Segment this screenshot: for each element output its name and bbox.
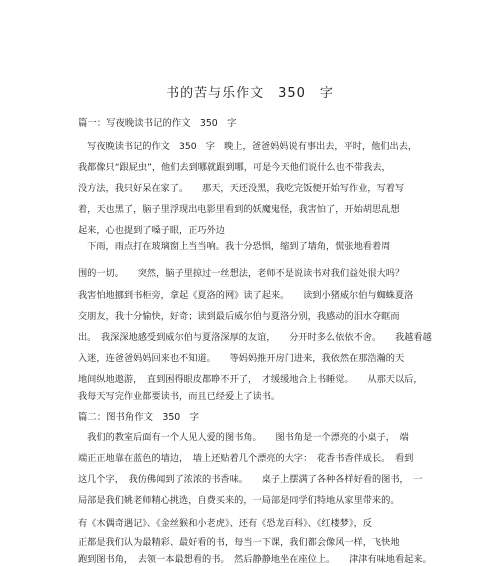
text-line: 没方法，我只好呆在家了。 那天，天还没黑，我吃完饭便开始写作业，写着写 (78, 183, 405, 194)
text-line: 写夜晚读书记的作文 350 字 晚上，爸爸妈妈说有事出去，平时，他们出去， (78, 141, 418, 152)
text-line: 起来，心也提到了嗓子眼，正巧外边 (78, 225, 225, 236)
text-line: 我每天写完作业都要读书，而且已经爱上了读书。 (78, 391, 281, 402)
text-line: 跑到图书角， 去领一本最想看的书。 然后静静地坐在座位上。 津津有味地看起来。 (78, 554, 432, 565)
text-line: 我害怕地挪到书柜旁，拿起《夏洛的网》读了起来。 读到小猪威尔伯与蜘蛛夏洛 (78, 290, 414, 301)
section-heading-2: 篇二：图书角作文 350 字 (78, 412, 200, 423)
text-line: 这几个字， 我仿佛闻到了浓浓的书香味。 桌子上摆满了各种各样好看的图书， 一 (78, 474, 423, 485)
section-heading-1: 篇一：写夜晚读书记的作文 350 字 (78, 118, 237, 129)
text-line: 下雨，雨点打在玻璃窗上当当响。我十分恐惧，缩到了墙角，慌张地看着周 (78, 241, 391, 252)
text-line: 地间纵地遨游， 直到困得眼皮都睁不开了， 才缓缓地合上书睡觉。 从那天以后， (78, 374, 423, 385)
text-line: 端正正地靠在蓝色的墙边， 墙上还贴着几个漂亮的大字： 花香书香伴成长。 看到 (78, 453, 414, 464)
text-line: 我们的教室后面有一个人见人爱的图书角。 图书角是一个漂亮的小桌子， 端 (78, 432, 409, 443)
text-line: 局部是我们姚老师精心挑选，自费买来的，一局部是同学们特地从家里带来的。 (78, 495, 400, 506)
text-line: 交朋友，我十分愉快，好奇；读到最后威尔伯与夏洛分别，我感动的泪水夺眶而 (78, 311, 400, 322)
text-line: 有《木偶奇遇记》、《金丝猴和小老虎》、还有《恐龙百科》、《红楼梦》，反 (78, 518, 372, 529)
text-line: 着，天也黑了，脑子里浮现出电影里看到的妖魔鬼怪，我害怕了，开始胡思乱想 (78, 204, 400, 215)
document-title: 书的苦与乐作文 350 字 (166, 86, 334, 101)
text-line: 我都像只“跟屁虫”，他们去到哪就跟到哪，可是今天他们说什么也不带我去， (78, 162, 391, 173)
text-line: 出。 我深深地感受到威尔伯与夏洛深厚的友谊， 分开时多么依依不舍。 我越看越 (78, 332, 432, 343)
text-line: 正都是我们认为最精彩、最好看的书，每当一下课，我们都会像风一样，飞快地 (78, 537, 400, 548)
text-line: 围的一切。 突然，脑子里掠过一丝想法，老师不是说读书对我们益处很大吗？ (78, 268, 405, 279)
text-line: 入迷，连爸爸妈妈回来也不知道。 等妈妈推开房门进来，我依然在那浩瀚的天 (78, 353, 405, 364)
